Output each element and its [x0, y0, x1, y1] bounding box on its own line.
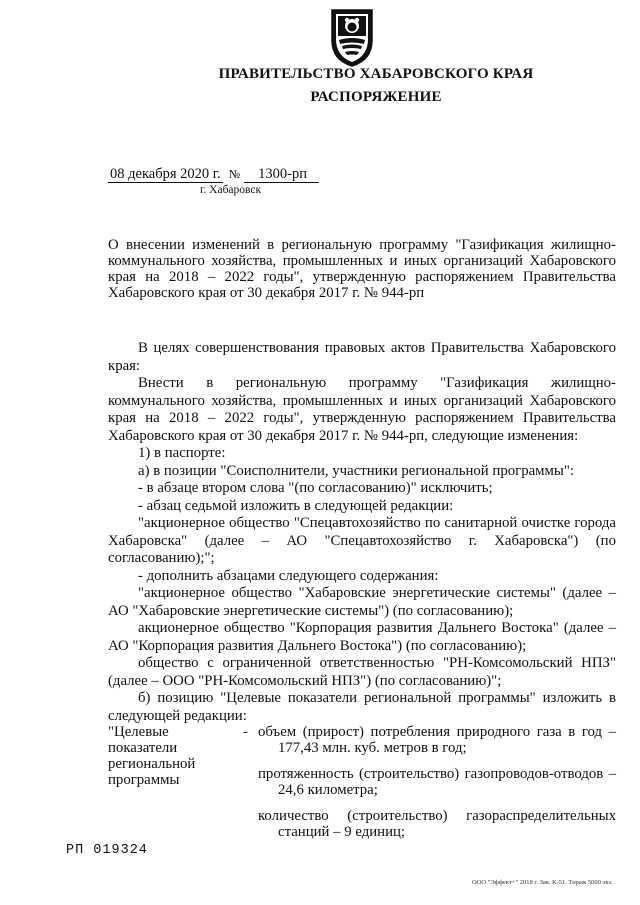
document-type-title: РАСПОРЯЖЕНИЕ — [310, 89, 442, 105]
target-item: количество (строительство) газораспределительных станций – 9 единиц; — [258, 808, 616, 840]
body-paragraph: "акционерное общество "Спецавтохозяйство по санитарной очистке города Хабаровска" (далее – АО "Спецавтохозяйство г. Хабаровска") (по согласованию);"; — [108, 515, 616, 566]
targets-table-dash: - — [243, 724, 248, 740]
body-paragraph: а) в позиции "Соисполнители, участники региональной программы": — [138, 462, 574, 479]
printer-imprint: ООО "Эффект+" 2018 г. Зак. К-51. Тираж 5000 экз. — [472, 879, 613, 886]
body-paragraph: В целях совершенствования правовых актов Правительства Хабаровского края: — [108, 340, 616, 374]
body-paragraph: - в абзаце втором слова "(по согласованию)" исключить; — [138, 480, 493, 496]
registration-number: РП 019324 — [66, 843, 148, 858]
document-body — [108, 340, 616, 725]
body-paragraph: акционерное общество "Корпорация развития Дальнего Востока" (далее – АО "Корпорация развития Дальнего Востока") (по согласованию); — [108, 620, 616, 654]
document-number: 1300-рп — [244, 166, 319, 183]
document-subject: О внесении изменений в региональную программу "Газификация жилищно-коммунального хозяйства, промышленных и иных организаций Хабаровского края на 2018 – 2022 годы", утвержденную распоряжением Правительства Хабаровского края от 30 декабря 2017 г. № 944-рп — [108, 237, 616, 301]
body-paragraph: Внести в региональную программу "Газификация жилищно-коммунального хозяйства, промышленных и иных организаций Хабаровского края на 2018 – 2022 годы", утвержденную распоряжением Правительства Хабаровского края от 30 декабря 2017 г. № 944-рп, следующие изменения: — [108, 375, 616, 444]
body-paragraph: - дополнить абзацами следующего содержания: — [138, 567, 439, 584]
document-date: 08 декабря 2020 г. — [110, 166, 221, 182]
coat-of-arms-emblem — [328, 6, 376, 68]
body-paragraph: "акционерное общество "Хабаровские энергетические системы" (далее – АО "Хабаровские энергетические системы") (по согласованию); — [108, 585, 616, 619]
government-title: ПРАВИТЕЛЬСТВО ХАБАРОВСКОГО КРАЯ — [218, 66, 534, 82]
targets-table-values — [258, 724, 616, 850]
targets-table-label: "Целевые показатели региональной программы — [108, 724, 196, 788]
body-paragraph: - абзац седьмой изложить в следующей редакции: — [138, 497, 454, 514]
body-paragraph: б) позицию "Целевые показатели региональной программы" изложить в следующей редакции: — [108, 690, 616, 724]
target-item: протяженность (строительство) газопроводов-отводов – 24,6 километра; — [258, 766, 616, 798]
document-date-line — [108, 166, 319, 183]
document-city: г. Хабаровск — [200, 184, 262, 196]
body-paragraph: общество с ограниченной ответственностью "РН-Комсомольский НПЗ" (далее – ООО "РН-Комсомольский НПЗ") (по согласованию)"; — [108, 655, 616, 689]
number-label: № — [228, 167, 241, 181]
target-item: объем (прирост) потребления природного газа в год – 177,43 млн. куб. метров в год; — [258, 724, 616, 756]
body-paragraph: 1) в паспорте: — [138, 445, 226, 461]
